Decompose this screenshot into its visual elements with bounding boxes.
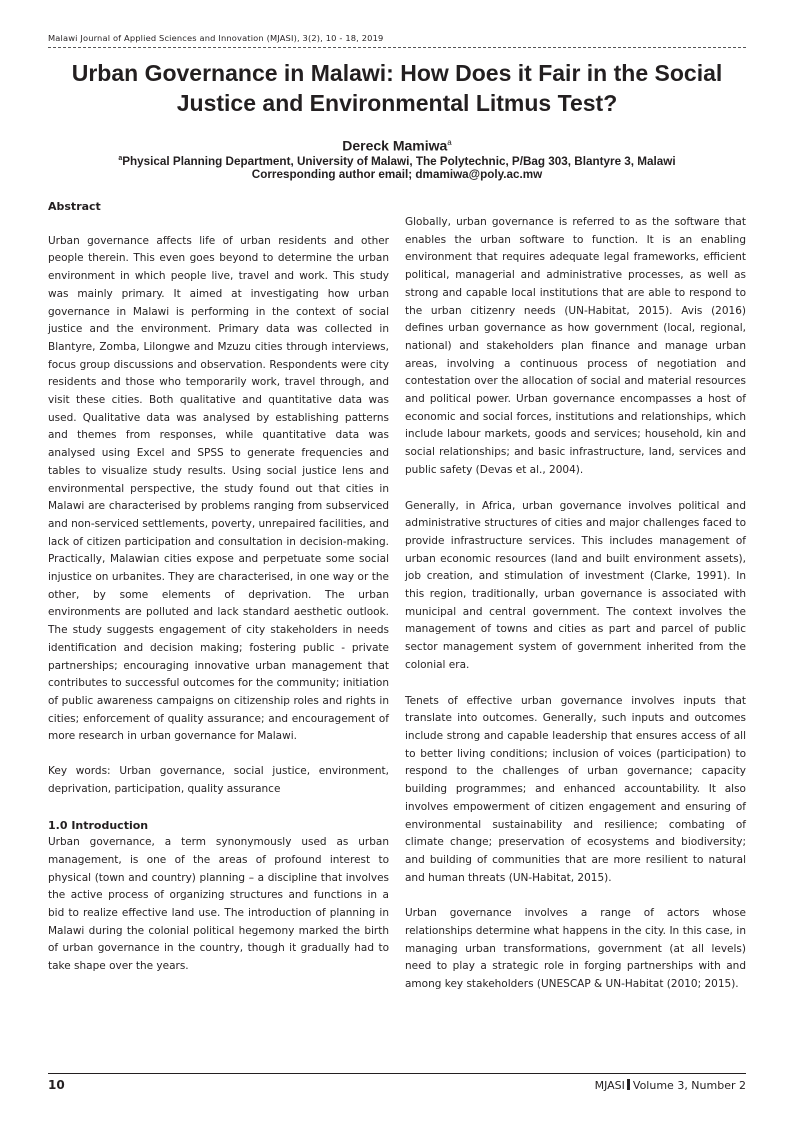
- paragraph-africa-governance: Generally, in Africa, urban governance involves political and administrative structures of cities and major challenges faced to provide infrastructure services. This includes management of urban economic resources (land and built environment assets), job creation, and stimulation of investment (Clarke, 1991). In this region, traditionally, urban governance is associated with municipal and central government. The context involves the management of towns and cities as part and parcel of public sector management system of government inherited from the colonial era.: [405, 499, 746, 671]
- author-superscript: a: [447, 138, 452, 147]
- corresponding-email: Corresponding author email; dmamiwa@poly.ac.mw: [251, 168, 543, 181]
- affiliation-superscript: a: [118, 155, 123, 162]
- introduction-text: Urban governance, a term synonymously used as urban management, is one of the areas of profound interest to physical (town and country) planning – a discipline that involves the active process of organizing structures and functions in a bid to realize effective land use. The introduction of planning in Malawi during the colonial political hegemony marked the birth of urban governance in the country, though it gradually had to take shape over the years.: [48, 836, 389, 973]
- volume-info: Volume 3, Number 2: [632, 1079, 746, 1092]
- paragraph-tenets: Tenets of effective urban governance involves inputs that translate into outcomes. Generally, such inputs and outcomes include strong and capable leadership that ensures access of all to better living conditions; inclusion of voices (participation) to respond to the challenges of urban governance; capacity building programmes; and enhanced accountability. It also involves empowerment of citizen engagement and ensuring of environmental sustainability and resilience; combating of climate change; preservation of ecosystems and biodiversity; and building of communities that are more resilient to natural and human threats (UN-Habitat, 2015).: [405, 694, 746, 884]
- paragraph-actors: Urban governance involves a range of actors whose relationships determine what happens in the city. In this case, in managing urban transformations, government (at all levels) need to play a strategic role in forging partnerships with and among key stakeholders (UNESCAP & UN-Habitat (2010; 2015).: [405, 907, 746, 991]
- introduction-heading: 1.0 Introduction: [48, 818, 149, 832]
- right-column: [405, 214, 746, 994]
- page-number: 10: [48, 1078, 65, 1092]
- running-header: Malawi Journal of Applied Sciences and Innovation (MJASI), 3(2), 10 - 18, 2019: [48, 33, 384, 43]
- journal-abbreviation: MJASI: [594, 1079, 625, 1092]
- keywords: Key words: Urban governance, social justice, environment, deprivation, participation, quality assurance: [48, 765, 389, 795]
- abstract-text: Urban governance affects life of urban residents and other people therein. This even goes beyond to determine the urban environment in which people live, travel and work. This study was mainly primary. It aimed at investigating how urban governance in Malawi is performing in the context of social justice and the environment. Primary data was collected in Blantyre, Zomba, Lilongwe and Mzuzu cities through interviews, focus group discussions and observation. Respondents were city residents and those who temporarily work, travel through, and visit these cities. Both qualitative and quantitative data was used. Qualitative data was analysed by establishing patterns and themes from responses, while quantitative data was analysed using Excel and SPSS to generate frequencies and tables to visualize study results. Using social justice lens and environmental perspective, the study found out that cities in Malawi are characterised by problems ranging from subserviced and non-serviced settlements, poverty, unrepaired facilities, and lack of citizen participation and consultation in decision-making. Practically, Malawian cities expose and perpetuate some social injustice on urbanites. They are characterised, in one way or the other, by some elements of deprivation. The urban environments are polluted and lack standard aesthetic outlook. The study suggests engagement of city stakeholders in needs identification and decision making; fostering public - private partnerships; encouraging innovative urban management that contributes to successful outcomes for the community; initiation of public awareness campaigns on citizenship roles and rights in cities; enforcement of quality assurance; and encouragement of more research in urban governance for Malawi.: [48, 234, 389, 743]
- separator-bar: [627, 1079, 630, 1090]
- affiliation-text: Physical Planning Department, University of Malawi, The Polytechnic, P/Bag 303, Blantyre 3, Malawi: [122, 154, 676, 168]
- paper-title: Urban Governance in Malawi: How Does it Fair in the Social Justice and Environmental Litmus Test?: [71, 60, 723, 116]
- abstract-heading: Abstract: [48, 200, 101, 213]
- author-name: Dereck Mamiwa: [342, 137, 448, 154]
- journal-footer: [595, 1079, 746, 1092]
- header-divider: [48, 47, 746, 48]
- footer-divider: [48, 1073, 746, 1074]
- paragraph-global-governance: Globally, urban governance is referred to as the software that enables the urban software to function. It is an enabling environment that requires adequate legal frameworks, efficient political, managerial and administrative processes, as well as strong and capable local institutions that are able to respond to the urban citizenry needs (UN-Habitat, 2015). Avis (2016) defines urban governance as how government (local, regional, national) and stakeholders plan finance and manage urban areas, involving a continuous process of negotiation and contestation over the allocation of social and material resources and political power. Urban governance encompasses a host of economic and social forces, institutions and relationships, which include labour markets, goods and services; household, kin and social relationships; and basic infrastructure, land, services and public safety (Devas et al., 2004).: [405, 216, 746, 476]
- left-column: [48, 198, 389, 976]
